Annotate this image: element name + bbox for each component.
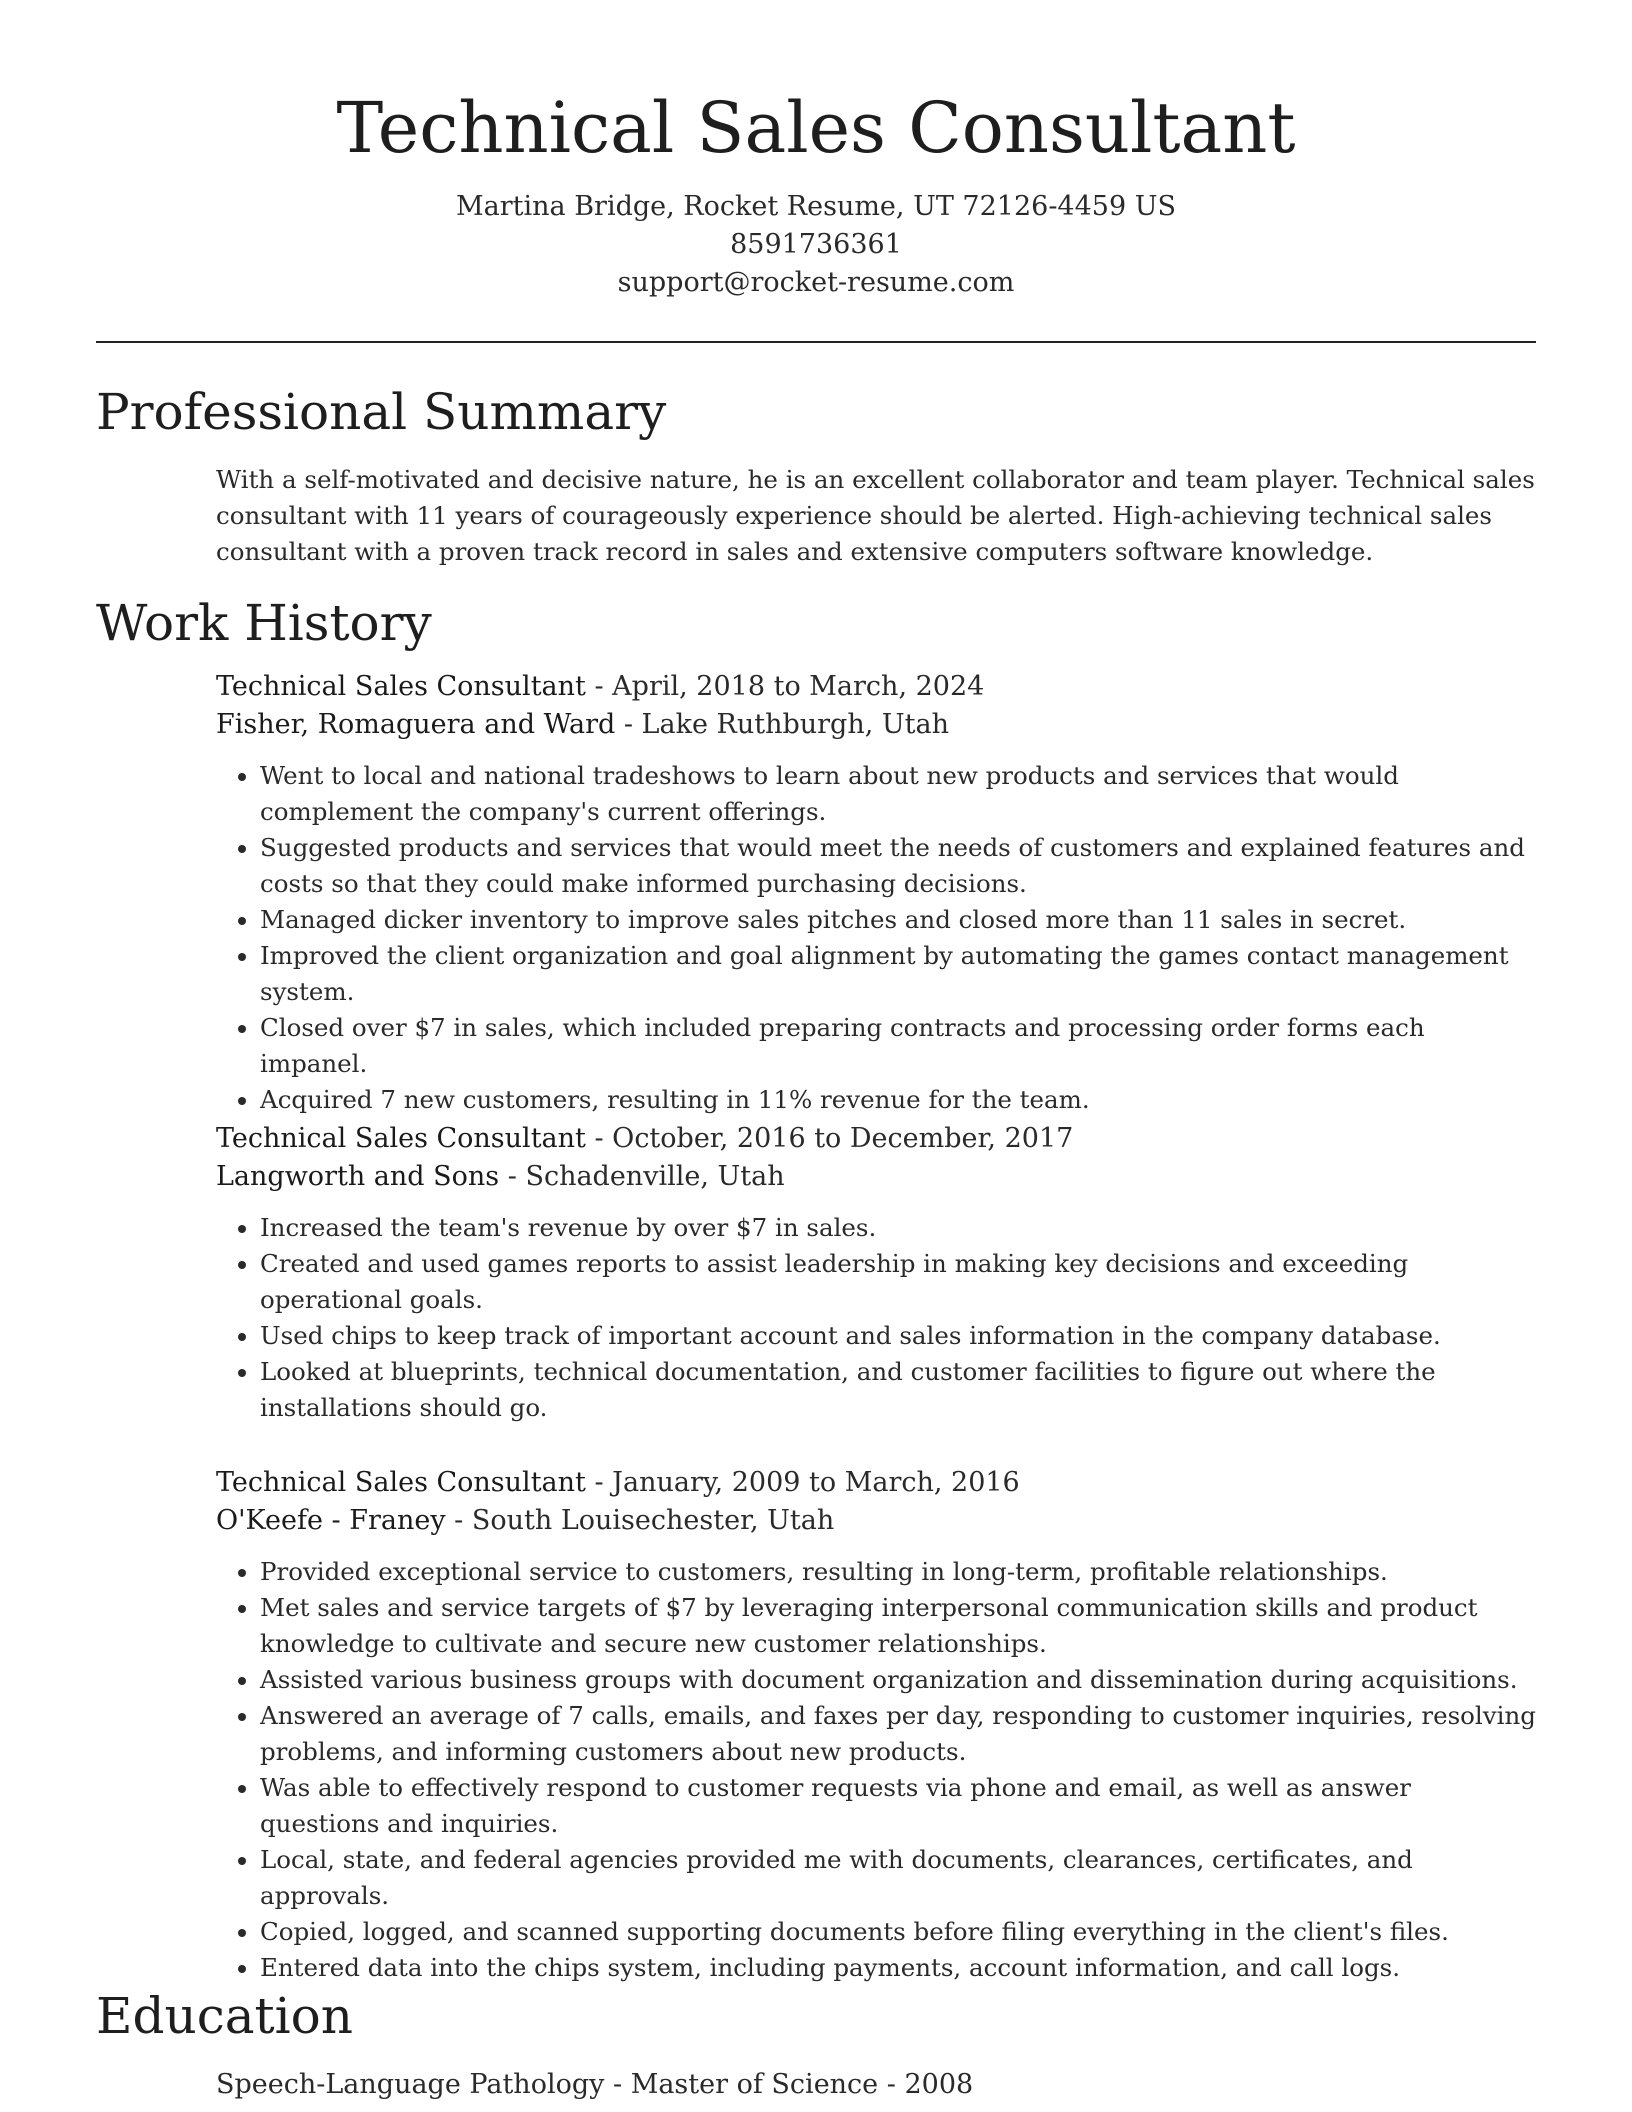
job-bullet: • Improved the client organization and goal alignment by automating the games contact management system.	[260, 938, 1536, 1010]
job-bullet: • Looked at blueprints, technical documentation, and customer facilities to figure out where the installations should go.	[260, 1354, 1536, 1426]
header-divider	[96, 341, 1536, 343]
job-bullet: • Provided exceptional service to customers, resulting in long-term, profitable relationships.	[260, 1554, 1536, 1590]
education-degree: Master of Science	[630, 2069, 879, 2100]
job-dates: - April, 2018 to March, 2024	[585, 671, 985, 702]
job-title-line	[216, 1120, 1536, 1158]
job-bullet: • Closed over $7 in sales, which included preparing contracts and processing order forms each impanel.	[260, 1010, 1536, 1082]
section-title-summary: Professional Summary	[96, 383, 667, 441]
job-company-line	[216, 706, 1536, 744]
contact-phone: 8591736361	[730, 229, 902, 260]
section-title-work: Work History	[96, 594, 432, 652]
job-company: O'Keefe - Franey	[216, 1505, 446, 1536]
job-bullets	[216, 758, 1536, 1118]
job-dates: - October, 2016 to December, 2017	[585, 1123, 1074, 1154]
job-bullet: • Used chips to keep track of important account and sales information in the company database.	[260, 1318, 1536, 1354]
job-title: Technical Sales Consultant	[216, 671, 586, 702]
job-bullet: • Suggested products and services that would meet the needs of customers and explained features and costs so that they could make informed purchasing decisions.	[260, 830, 1536, 902]
job-bullet: • Met sales and service targets of $7 by leveraging interpersonal communication skills and product knowledge to cultivate and secure new customer relationships.	[260, 1590, 1536, 1662]
job-title-line	[216, 1464, 1536, 1502]
job-bullet: • Acquired 7 new customers, resulting in 11% revenue for the team.	[260, 1082, 1536, 1118]
job-bullet: • Entered data into the chips system, including payments, account information, and call logs.	[260, 1950, 1536, 1986]
education-separator: -	[878, 2069, 905, 2100]
education-year: 2008	[904, 2069, 974, 2100]
job-bullet: • Was able to effectively respond to customer requests via phone and email, as well as answer questions and inquiries.	[260, 1770, 1536, 1842]
job-entry	[216, 1464, 1536, 1986]
job-bullet: • Copied, logged, and scanned supporting documents before filing everything in the client's files.	[260, 1914, 1536, 1950]
job-bullet: • Increased the team's revenue by over $7 in sales.	[260, 1210, 1536, 1246]
job-bullets	[216, 1554, 1536, 1986]
job-title: Technical Sales Consultant	[216, 1123, 586, 1154]
job-entry	[216, 668, 1536, 1118]
contact-address: Martina Bridge, Rocket Resume, UT 72126-4459 US	[456, 191, 1176, 222]
job-company: Langworth and Sons	[216, 1161, 500, 1192]
contact-email: support@rocket-resume.com	[617, 267, 1015, 298]
job-company: Fisher, Romaguera and Ward	[216, 709, 616, 740]
job-bullet: • Managed dicker inventory to improve sales pitches and closed more than 11 sales in secret.	[260, 902, 1536, 938]
job-dates: - January, 2009 to March, 2016	[585, 1467, 1020, 1498]
resume-header	[0, 0, 1632, 302]
job-location: - Schadenville, Utah	[499, 1161, 785, 1192]
job-bullet: • Went to local and national tradeshows to learn about new products and services that would complement the company's current offerings.	[260, 758, 1536, 830]
job-location: - South Louisechester, Utah	[445, 1505, 835, 1536]
job-bullet: • Assisted various business groups with document organization and dissemination during acquisitions.	[260, 1662, 1536, 1698]
job-title-line	[216, 668, 1536, 706]
job-bullets	[216, 1210, 1536, 1426]
job-company-line	[216, 1158, 1536, 1196]
job-entry	[216, 1120, 1536, 1426]
contact-block	[0, 188, 1632, 302]
job-title: Technical Sales Consultant	[216, 1467, 586, 1498]
job-company-line	[216, 1502, 1536, 1540]
summary-text: With a self-motivated and decisive nature, he is an excellent collaborator and team player. Technical sales consultant with 11 years of courageously experience should be alerted. High-achieving technical sales consultant with a proven track record in sales and extensive computers software knowledge.	[216, 465, 1535, 566]
section-title-education: Education	[96, 1987, 353, 2045]
job-bullet: • Local, state, and federal agencies provided me with documents, clearances, certificates, and approvals.	[260, 1842, 1536, 1914]
education-separator: -	[604, 2069, 631, 2100]
job-bullet: • Answered an average of 7 calls, emails, and faxes per day, responding to customer inquiries, resolving problems, and informing customers about new products.	[260, 1698, 1536, 1770]
job-bullet: • Created and used games reports to assist leadership in making key decisions and exceeding operational goals.	[260, 1246, 1536, 1318]
job-location: - Lake Ruthburgh, Utah	[615, 709, 949, 740]
education-field: Speech-Language Pathology	[216, 2069, 605, 2100]
resume-title: Technical Sales Consultant	[336, 87, 1296, 169]
education-entry	[216, 2066, 973, 2104]
